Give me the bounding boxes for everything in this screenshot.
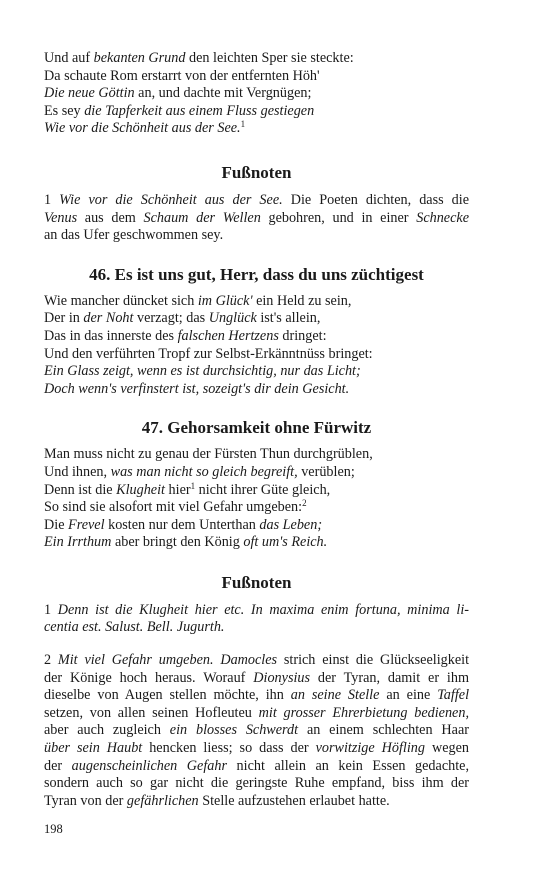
verse-line: [44, 363, 469, 381]
footnote-line: [44, 652, 469, 670]
text-run: an das Ufer geschwommen sey.: [44, 227, 224, 244]
italic-text: Wie vor die Schönheit aus der See.: [44, 120, 241, 137]
text-run: verzagt; das: [133, 310, 209, 327]
verse-line: [44, 328, 469, 346]
footnote-reference[interactable]: 2: [302, 498, 307, 509]
text-run: der Könige hoch heraus. Worauf: [44, 669, 254, 686]
italic-text: oft um's Reich.: [243, 534, 328, 551]
text-run: Die Poeten dichten, dass die: [282, 191, 470, 208]
text-run: der: [44, 757, 72, 774]
text-run: Man muss nicht zu genau der Fürsten Thun durchgrüblen,: [44, 446, 373, 463]
italic-text: bekanten Grund: [93, 50, 186, 66]
italic-text: Denn ist die Klugheit hier etc. In maxima enim fortuna, minima li-: [57, 601, 469, 618]
page-number: 198: [44, 822, 63, 836]
text-run: Es sey: [44, 102, 85, 119]
footnotes-heading: Fußnoten: [221, 162, 292, 182]
italic-text: Schnecke: [416, 209, 469, 226]
footnote-1: [44, 192, 469, 245]
italic-text: was man nicht so gleich begreift,: [110, 463, 298, 480]
italic-text: Venus: [44, 209, 78, 226]
text-run: ist's allein,: [256, 310, 321, 327]
text-run: Denn ist die: [44, 481, 117, 498]
footnote-2: [44, 652, 469, 810]
verse-line: [44, 85, 469, 103]
text-run: der Tyran, damit er ihm: [310, 669, 469, 686]
verse-line: [44, 499, 469, 517]
text-run: Und auf: [44, 50, 94, 66]
text-run: sondern auch so gar nicht die geringste Ruhe empfand, biss ihm der: [44, 775, 469, 792]
verse-line: [44, 50, 469, 68]
text-run: Wie mancher düncket sich: [44, 292, 198, 309]
poem-ending: [44, 50, 469, 138]
italic-text: augenscheinlichen Gefahr: [71, 757, 227, 774]
text-run: wegen: [425, 740, 469, 757]
italic-text: Schaum der Wellen: [143, 209, 261, 226]
text-run: verüblen;: [297, 463, 355, 480]
text-run: dieselbe von Augen stellen möchte, ihn: [44, 687, 291, 704]
text-run: Stelle aufzustehen erlaubet hatte.: [198, 792, 390, 809]
footnotes-section: [44, 192, 469, 245]
footnote-line: [44, 775, 469, 793]
text-run: 2: [44, 652, 58, 669]
text-run: an, und dachte mit Vergnügen;: [134, 85, 312, 102]
text-run: 1: [44, 191, 60, 208]
italic-text: ein blosses Schwerdt: [169, 722, 299, 739]
footnote-line: [44, 705, 469, 723]
text-run: an einem schlechten Haar: [298, 722, 469, 739]
italic-text: im Glück': [197, 292, 253, 309]
italic-text: Unglück: [208, 310, 257, 327]
footnote-line: [44, 740, 469, 758]
italic-text: Ein Glass zeigt, wenn es ist durchsichtig, nur das Licht;: [44, 363, 361, 380]
text-run: dringet:: [278, 327, 327, 344]
verse-line: [44, 482, 469, 500]
text-run: strich einst die Glückseeligkeit: [277, 652, 470, 669]
text-run: aus dem: [77, 209, 144, 226]
footnote-line: [44, 210, 469, 228]
poem-46-verse: [44, 293, 469, 399]
text-run: an eine: [379, 687, 438, 704]
text-run: nicht ihrer Güte gleich,: [195, 481, 331, 498]
footnotes-heading: Fußnoten: [221, 572, 292, 592]
italic-text: der Noht: [83, 310, 134, 327]
footnote-reference[interactable]: 1: [190, 480, 196, 491]
footnote-line: [44, 687, 469, 705]
poem-47-verse: [44, 446, 469, 552]
page-content: [44, 50, 469, 810]
footnote-line: [44, 758, 469, 776]
footnote-line: [44, 602, 469, 620]
verse-line: [44, 517, 469, 535]
footnote-reference[interactable]: 1: [240, 119, 246, 130]
footnote-line: [44, 722, 469, 740]
footnote-line: [44, 793, 469, 811]
text-run: Die: [44, 516, 69, 533]
text-run: ein Held zu sein,: [252, 292, 352, 309]
italic-text: Ein Irrthum: [44, 534, 112, 551]
text-run: gebohren, und in einer: [260, 209, 417, 226]
text-run: aber auch zugleich: [44, 722, 170, 739]
italic-text: Wie vor die Schönheit aus der See.: [59, 191, 283, 208]
verse-line: [44, 346, 469, 364]
verse-line: [44, 293, 469, 311]
italic-text: die Tapferkeit aus einem Fluss gestiegen: [84, 102, 315, 119]
verse-line: [44, 464, 469, 482]
verse-line: [44, 446, 469, 464]
text-run: hencken liess; so dass der: [142, 740, 316, 757]
text-run: So sind sie alsofort mit viel Gefahr umgeben:: [44, 499, 303, 516]
italic-text: Klugheit: [116, 481, 165, 498]
italic-text: über sein Haubt: [44, 740, 143, 757]
text-run: Und ihnen,: [44, 463, 111, 480]
italic-text: Doch wenn's verfinstert ist, sozeigt's dir dein Gesicht.: [44, 380, 350, 397]
text-run: kosten nur dem Unterthan: [104, 516, 260, 533]
italic-text: mit grosser Ehrerbietung bedienen,: [258, 704, 469, 721]
text-run: setzen, von allen seinen Hofleuteu: [44, 704, 259, 721]
text-run: nicht allein an kein Essen gedachte,: [227, 757, 470, 774]
text-run: Das in das innerste des: [44, 327, 178, 344]
italic-text: Mit viel Gefahr umgeben. Damocles: [57, 652, 278, 669]
verse-line: [44, 68, 469, 86]
italic-text: Frevel: [68, 516, 105, 533]
footnotes-section: [44, 602, 469, 811]
text-run: hier: [164, 481, 191, 498]
footnote-line: [44, 192, 469, 210]
text-run: Tyran von der: [44, 792, 127, 809]
poem-47-title: 47. Gehorsamkeit ohne Fürwitz: [141, 418, 372, 438]
italic-text: gefährlichen: [126, 792, 199, 809]
text-run: aber bringt den König: [111, 534, 244, 551]
italic-text: Taffel: [437, 687, 470, 704]
italic-text: an seine Stelle: [290, 687, 380, 704]
text-run: den leichten Sper sie steckte:: [185, 50, 354, 66]
verse-line: [44, 381, 469, 399]
italic-text: das Leben;: [259, 516, 323, 533]
italic-text: Die neue Göttin: [44, 85, 135, 102]
verse-line: [44, 534, 469, 552]
footnote-line: [44, 227, 469, 245]
verse-line: [44, 310, 469, 328]
italic-text: centia est. Salust. Bell. Jugurth.: [44, 619, 225, 636]
poem-46-title: 46. Es ist uns gut, Herr, dass du uns züchtigest: [89, 264, 424, 284]
italic-text: vorwitzige Höfling: [315, 740, 425, 757]
footnote-line: [44, 670, 469, 688]
italic-text: falschen Hertzens: [177, 327, 279, 344]
text-run: Da schaute Rom erstarrt von der entfernten Höh': [44, 67, 320, 84]
text-run: 1: [44, 601, 58, 618]
text-run: Der in: [44, 310, 84, 327]
verse-line: [44, 120, 469, 138]
footnote-1: [44, 602, 469, 637]
verse-line: [44, 103, 469, 121]
text-run: Und den verführten Tropf zur Selbst-Erkänntnüss bringet:: [44, 345, 373, 362]
italic-text: Dionysius: [253, 669, 311, 686]
footnote-line: [44, 619, 469, 637]
